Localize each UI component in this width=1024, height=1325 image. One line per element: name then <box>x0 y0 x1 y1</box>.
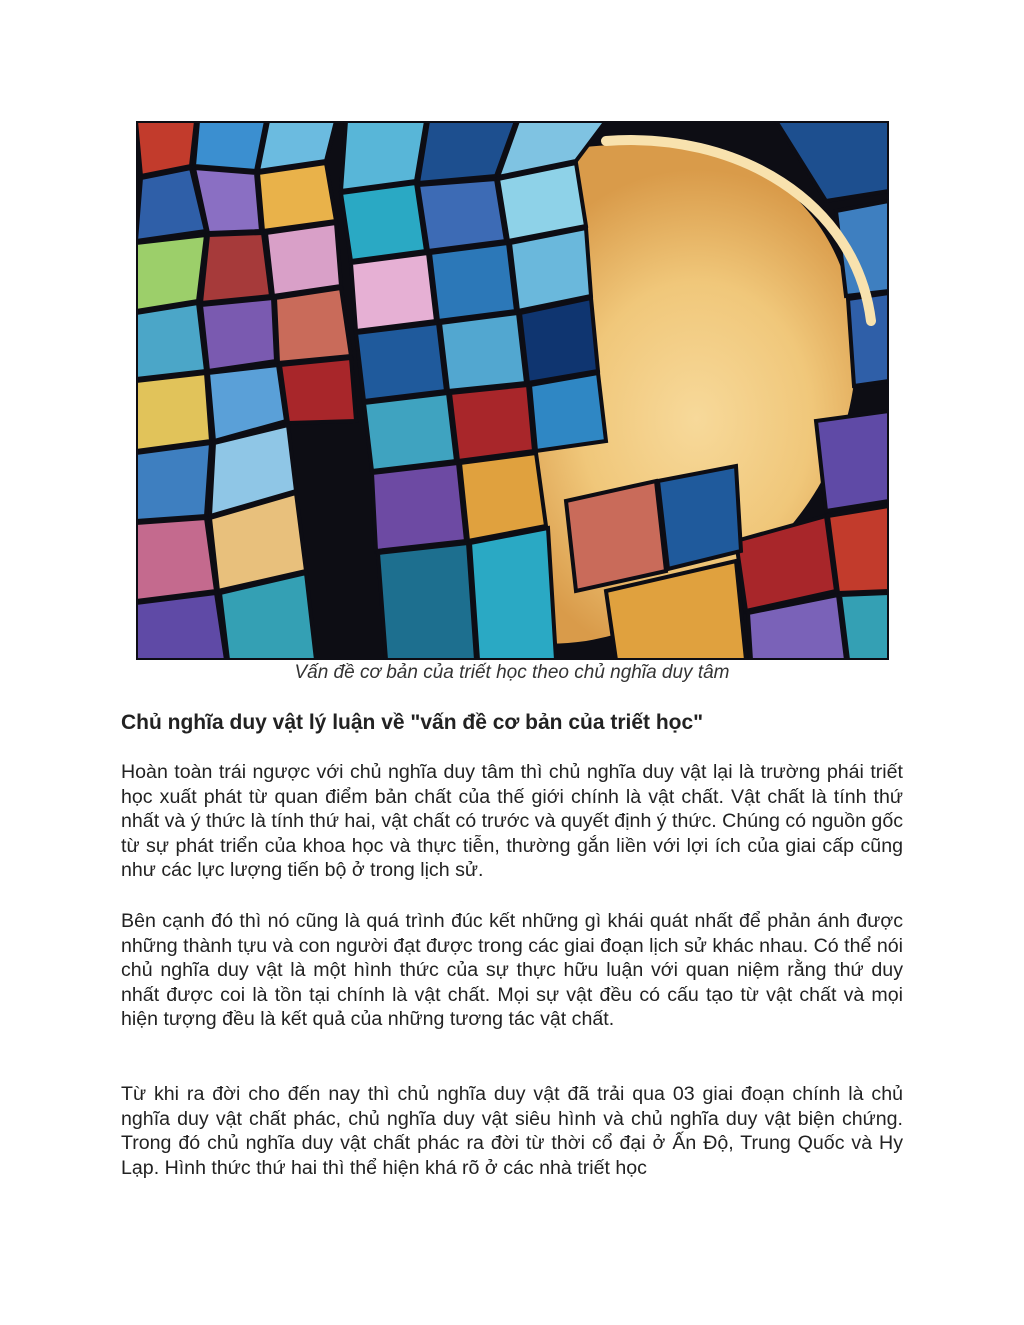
stained-glass-illustration <box>136 121 889 660</box>
section-heading: Chủ nghĩa duy vật lý luận về "vấn đề cơ bản của triết học" <box>121 711 704 734</box>
stained-glass-art <box>136 121 889 660</box>
paragraph-3: Từ khi ra đời cho đến nay thì chủ nghĩa duy vật đã trải qua 03 giai đoạn chính là chủ nghĩa duy vật chất phác, chủ nghĩa duy vật siêu hình và chủ nghĩa duy vật biện chứng. Trong đó chủ nghĩa duy vật chất phác ra đời từ thời cổ đại ở Ấn Độ, Trung Quốc và Hy Lạp. Hình thức thứ hai thì thể hiện khá rõ ở các nhà triết học <box>121 1083 903 1179</box>
paragraph-1: Hoàn toàn trái ngược với chủ nghĩa duy tâm thì chủ nghĩa duy vật lại là trường phái triết học xuất phát từ quan điểm bản chất của thế giới chính là vật chất. Vật chất là tính thứ nhất và ý thức là tính thứ hai, vật chất có trước và quyết định ý thức. Chúng có nguồn gốc từ sự phát triển của khoa học và thực tiễn, thường gắn liền với lợi ích của giai cấp cũng như các lực lượng tiến bộ ở trong lịch sử. <box>121 761 904 882</box>
figure-caption: Vấn đề cơ bản của triết học theo chủ nghĩa duy tâm <box>294 662 730 683</box>
paragraph-2: Bên cạnh đó thì nó cũng là quá trình đúc kết những gì khái quát nhất để phản ánh được những thành tựu và con người đạt được trong các giai đoạn lịch sử khác nhau. Có thể nói chủ nghĩa duy vật là một hình thức của sự thực hữu luận với quan niệm rằng thứ duy nhất được coi là tồn tại chính là vật chất. Mọi sự vật đều có cấu tạo từ vật chất và mọi hiện tượng đều là kết quả của những tương tác vật chất. <box>121 910 903 1031</box>
